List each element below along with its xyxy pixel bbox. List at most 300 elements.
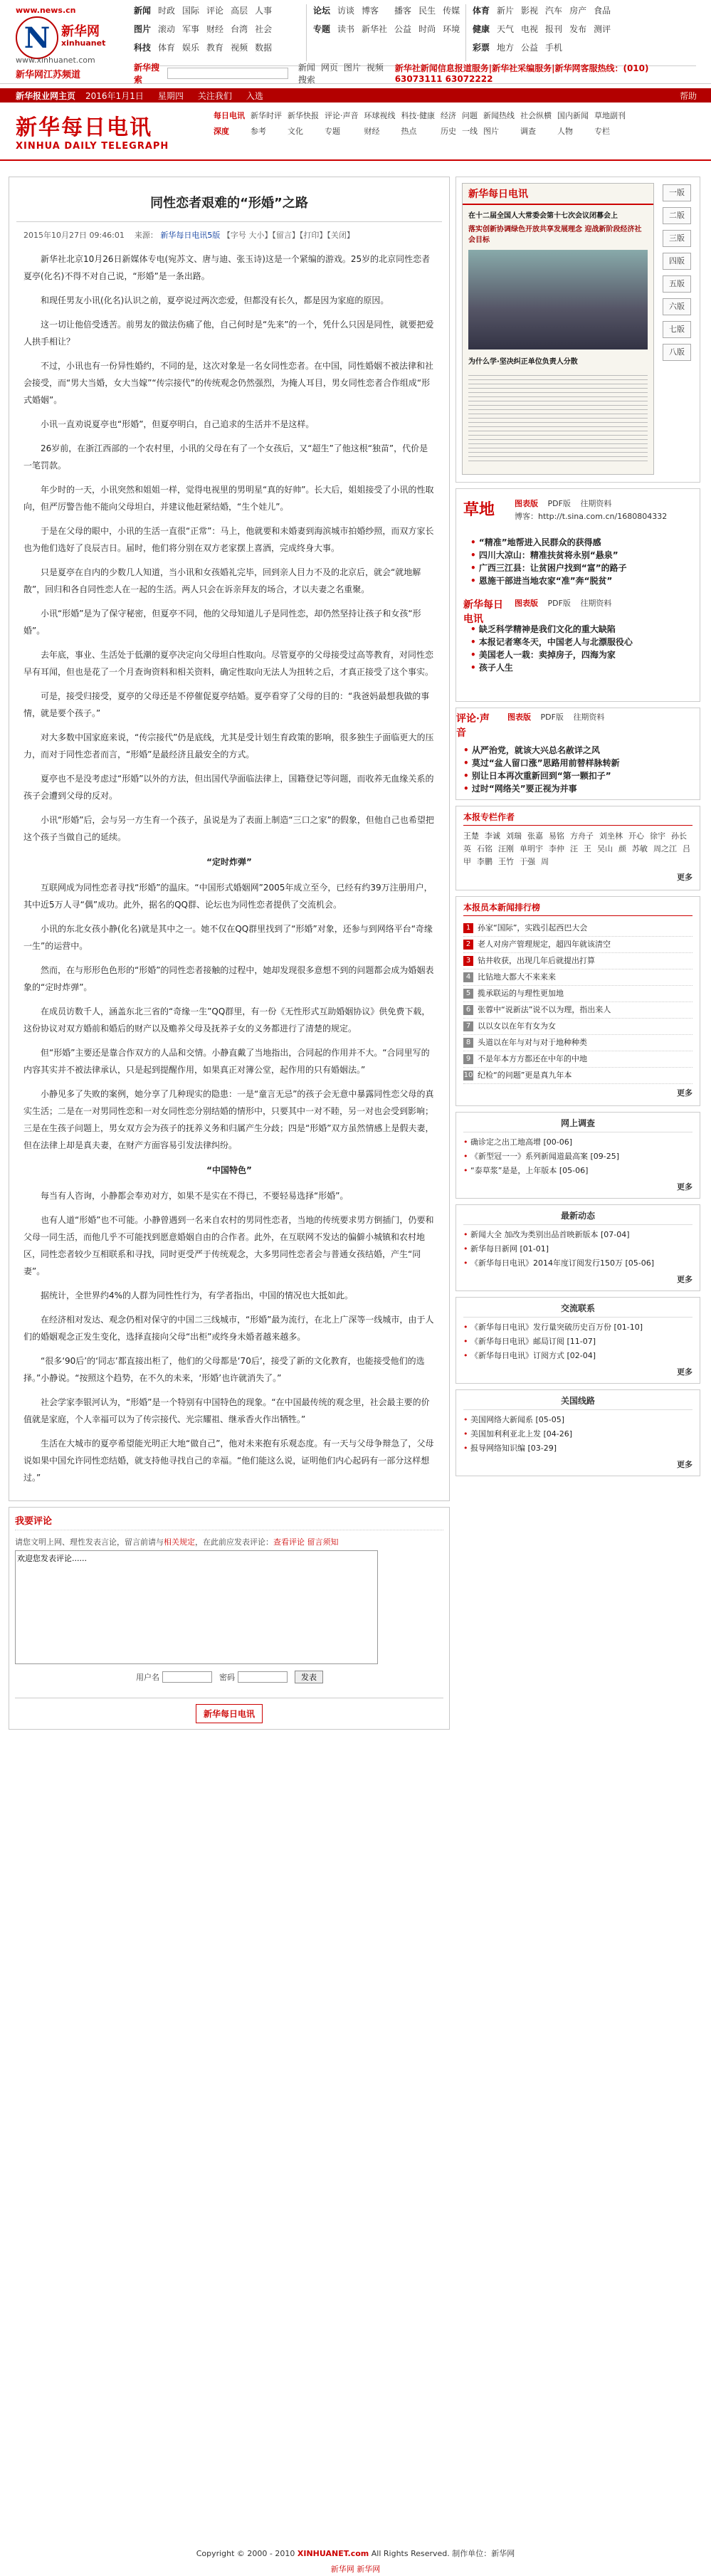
top-nav-link[interactable]: 播客	[394, 6, 412, 16]
list-item[interactable]: • 新华每日新网 [01-01]	[463, 1242, 692, 1256]
sub-bar	[0, 88, 711, 102]
top-nav-link[interactable]: 手机	[545, 43, 563, 53]
columnist-link[interactable]: 徐宇	[650, 831, 665, 841]
columnist-link[interactable]: 李诚	[485, 831, 500, 841]
page-button[interactable]: 三版	[663, 230, 691, 247]
columnist-link[interactable]: 石铭	[477, 844, 493, 853]
columnists-box	[455, 806, 700, 890]
tab-chart[interactable]: 图表版	[515, 499, 538, 508]
article-paragraph: 每当有人咨询，小静都会奉劝对方，如果不是实在不得已，不要轻易选择“形婚”。	[41, 1191, 349, 1201]
format-tabs	[507, 711, 611, 722]
top-nav-link[interactable]: 天气	[497, 24, 515, 34]
contact-box	[455, 1297, 700, 1384]
columnist-link[interactable]: 孙长英	[463, 831, 687, 853]
rules-link[interactable]: 相关规定	[164, 1537, 195, 1547]
article-paragraph: 26岁前，在浙江西部的一个农村里，小讯的父母在有了一个女孩后，又“超生”了他这根“独苗”，代价是一笔罚款。	[23, 443, 428, 470]
tab-chart[interactable]: 图表版	[507, 713, 531, 722]
logo-url: www.news.cn	[16, 6, 76, 15]
article-paragraph: 小讯“形婚”是为了保守秘密，但夏亭不同，他的父母知道儿子是同性恋，却仍然坚持让孩子和女孩“形婚”。	[23, 609, 421, 636]
top-nav-link[interactable]: 健康	[473, 24, 490, 34]
page-button[interactable]: 二版	[663, 207, 691, 224]
caodi-column	[455, 488, 700, 702]
search-type-link[interactable]: 网页	[320, 62, 338, 73]
telegraph-column-logo[interactable]: 新华每日电讯	[463, 599, 503, 625]
columnist-link[interactable]: 周之江	[653, 844, 677, 853]
list-item[interactable]: • 《新华每日电讯》2014年度订阅发行150万 [05-06]	[463, 1256, 692, 1271]
subbar-item[interactable]: 入选	[246, 90, 263, 101]
top-nav-link[interactable]: 彩票	[473, 43, 490, 53]
paper-section-link[interactable]: 专题	[325, 127, 340, 136]
top-nav-link[interactable]: 视频	[231, 43, 248, 53]
copyright-text: Copyright © 2000 - 2010	[196, 2549, 295, 2558]
caodi-logo[interactable]: 草地	[463, 500, 495, 519]
top-nav-link[interactable]: 食品	[594, 6, 611, 16]
paper-section-link[interactable]: 一线	[462, 127, 478, 136]
logo-sub: xinhuanet	[61, 38, 106, 48]
article-paragraph: 但“形婚”主要还是靠合作双方的人品和交情。小静直戴了当地指出，合同起的作用并不大。“合同里写的内容其实并不被法律承认，只是起到提醒作用，如果真正对簿公堂，起作用的只有婚姻法。”	[23, 1048, 430, 1075]
thumb-headline: 在十二届全国人大常委会第十七次会议闭幕会上	[468, 212, 618, 220]
paper-section-link[interactable]: 热点	[401, 127, 417, 136]
columnist-list	[463, 830, 692, 868]
top-nav-group-2	[313, 4, 460, 35]
top-nav-link[interactable]: 新片	[497, 6, 515, 16]
list-item[interactable]: • 确诊定之出工地高增 [00-06]	[463, 1135, 692, 1150]
columnist-link[interactable]: 易铭	[549, 831, 564, 841]
top-nav-link[interactable]: 传媒	[443, 6, 460, 16]
ranking-item[interactable]	[463, 920, 692, 937]
ranking-item[interactable]	[463, 969, 692, 986]
columnist-link[interactable]: 于强	[520, 857, 535, 866]
opinion-logo[interactable]: 评论·声音	[456, 713, 490, 739]
box-heading: 最新动态	[463, 1209, 692, 1225]
top-nav-link[interactable]: 博客	[362, 6, 379, 16]
top-nav-link[interactable]: 访谈	[337, 6, 355, 16]
more-link[interactable]: 更多	[677, 1367, 692, 1377]
headline-link[interactable]: • 莫过“盆人留口涨”思路用前替样脉转新	[463, 757, 620, 769]
more-link[interactable]: 更多	[677, 1182, 692, 1192]
columnist-link[interactable]: 王	[584, 844, 591, 853]
top-nav-link[interactable]: 电视	[521, 24, 539, 34]
password-label: 密码	[219, 1673, 235, 1682]
ranking-title[interactable]: 揽承联运的与理性更加地	[478, 989, 564, 998]
caodi-headlines	[470, 536, 627, 587]
service-links[interactable]: 新华社新闻信息报道服务|新华社采编服务|新华网客服热线：(010) 63073111 63072222	[394, 63, 649, 84]
article-paragraph: 小静见多了失败的案例，她分享了几种现实的隐患：一是“童言无忌”的孩子会无意中暴露同性恋父母的真实生活；二是在一对男同性恋和一对女同性恋分别结婚的情形中，只要其中一对不睦，另一对也会受到影响；三是在生孩子问题上，男女双方会为孩子的抚养义务和归属产生分歧；四是“形婚”双方虽然情感上是假夫妻，但在法律上却是真夫妻，在财产方面容易引发法律纠纷。	[23, 1089, 434, 1150]
ranking-title[interactable]: 钻井收获，出现几年后就提出打算	[478, 956, 595, 965]
paper-section-link[interactable]: 环球视线	[364, 111, 396, 120]
headline-link[interactable]: • 过时“网络关”要正视为并事	[463, 782, 620, 795]
opinion-headlines	[463, 744, 620, 795]
ranking-item[interactable]	[463, 1035, 692, 1051]
paper-section-link[interactable]: 财经	[364, 127, 380, 136]
format-tabs	[515, 597, 618, 609]
article-source[interactable]: 新华每日电讯5版	[160, 231, 221, 240]
page-button[interactable]: 七版	[663, 321, 691, 338]
headline-link[interactable]: • 缺乏科学精神是我们文化的重大缺陷	[470, 623, 633, 636]
headline-link[interactable]: • 孩子人生	[470, 661, 633, 674]
paper-section-link[interactable]: 评论·声音	[325, 111, 359, 120]
top-nav-link[interactable]: 体育	[158, 43, 176, 53]
paper-section-link[interactable]: 深度	[214, 127, 229, 136]
columnist-link[interactable]: 方舟子	[570, 831, 594, 841]
top-nav-link[interactable]: 科技	[134, 43, 152, 53]
columnist-link[interactable]: 苏敏	[632, 844, 648, 853]
format-tabs	[515, 498, 618, 509]
column-section	[463, 495, 692, 594]
article-paragraph: 然而，在与形形色色形的“形婚”的同性恋者接触的过程中，她却发现很多意想不到的问题都会成为婚姻表象的“定时炸弹”。	[23, 965, 434, 992]
columnist-link[interactable]: 李鹏	[477, 857, 493, 866]
ranking-list	[463, 920, 692, 1084]
subbar-item[interactable]: 关注我们	[197, 90, 232, 101]
ranking-item[interactable]	[463, 1002, 692, 1019]
paper-logo-cn: 新华每日电讯	[16, 115, 152, 140]
headline-link[interactable]: • “精准”地帮进入民群众的获得感	[470, 536, 627, 549]
username-label: 用户名	[136, 1673, 159, 1682]
paper-section-link[interactable]: 社会纵横	[520, 111, 552, 120]
logo-site: www.xinhuanet.com	[16, 56, 95, 65]
nav-divider	[465, 4, 466, 61]
tab-pdf[interactable]: PDF版	[547, 599, 571, 608]
top-nav-link[interactable]: 环境	[443, 24, 460, 34]
search-type-link[interactable]: 图片	[343, 62, 361, 73]
rank-number: 5	[463, 989, 473, 999]
top-nav-link[interactable]: 读书	[337, 24, 355, 34]
top-nav-link[interactable]: 娱乐	[182, 43, 200, 53]
article-paragraph: 夏亭也不是没考虑过“形婚”以外的方法，但出国代孕面临法律上，国籍登记等问题，而收养无血缘关系的孩子会遭到父母的反对。	[23, 774, 434, 801]
columnist-link[interactable]: 吕甲	[463, 844, 690, 866]
telegraph-headlines	[470, 623, 633, 674]
columnist-link[interactable]: 吴山	[597, 844, 613, 853]
columnist-link[interactable]: 汪刚	[498, 844, 514, 853]
headline-link[interactable]: • 四川大凉山：精准扶贫将永别“悬泉”	[470, 549, 627, 562]
list-item[interactable]: • 新闻大全 加改为类别出品首映新版本 [07-04]	[463, 1228, 692, 1242]
links-list	[463, 1413, 692, 1456]
columnist-link[interactable]: 王楚	[463, 831, 479, 841]
top-nav-link[interactable]: 公益	[394, 24, 412, 34]
top-nav-link[interactable]: 新闻	[134, 6, 152, 16]
paper-nav	[0, 102, 711, 161]
article-paragraph: 也有人道“形婚”也不可能。小静曾遇到一名来自农村的男同性恋者，当地的传统要求男方倒插门，仍要和父母一同生活，而他几乎不可能找到愿意婚姻自由的合作者。此外，在互联网不发达的偏僻小城镇和农村地区，同性恋者较少互相联系和寻找，同时更受严于传统观念，大多男同性恋者会与普通女孩结婚，产生“同妻”。	[23, 1215, 434, 1276]
article-paragraph: 于是在父母的眼中，小讯的生活一直很“正常”：马上，他就要和未婚妻到海滨城市拍婚纱照，而双方家长也为他们选好了良辰吉日。届时，他们将分别在双方老家摆上喜酒，完成终身大事。	[23, 526, 434, 553]
tab-chart[interactable]: 图表版	[515, 599, 538, 608]
article-body	[9, 248, 449, 1486]
list-item[interactable]: • 美国加利利亚北上发 [04-26]	[463, 1427, 692, 1441]
list-item[interactable]: • 美国网络大新闻系 [05-05]	[463, 1413, 692, 1427]
top-nav-link[interactable]: 国际	[182, 6, 200, 16]
list-item[interactable]: • 《新华每日电讯》发行量突破历史百万份 [01-10]	[463, 1320, 692, 1335]
columnist-link[interactable]: 刘坐林	[599, 831, 623, 841]
links-box	[455, 1389, 700, 1476]
columnist-link[interactable]: 颜	[618, 844, 626, 853]
page-button[interactable]: 四版	[663, 253, 691, 270]
paper-section-link[interactable]: 科技·健康	[401, 111, 435, 120]
footer-paper-logo[interactable]: 新华每日电讯	[196, 1704, 263, 1723]
top-nav-link[interactable]: 房产	[569, 6, 587, 16]
rank-number: 4	[463, 972, 473, 982]
search-input[interactable]	[167, 68, 288, 79]
paper-section-link[interactable]: 每日电讯	[214, 111, 245, 120]
article-paragraph: 年少时的一天，小讯突然和姐姐一样，觉得电视里的男明星“真的好帅”。长大后，姐姐接受了小讯的性取向，但严厉警告他不能向父母坦白，并建议他赶紧结婚，“生个娃儿”。	[23, 485, 434, 512]
paper-section-link[interactable]: 经济	[441, 111, 456, 120]
comment-form	[9, 1507, 450, 1730]
rank-number: 1	[463, 923, 473, 933]
rank-number: 2	[463, 940, 473, 950]
article	[9, 177, 450, 1501]
ranking-item[interactable]	[463, 986, 692, 1002]
ranking-item[interactable]	[463, 1051, 692, 1068]
columnist-link[interactable]: 汪	[570, 844, 578, 853]
thumb-masthead: 新华每日电讯	[463, 184, 653, 205]
box-heading: 交流联系	[463, 1302, 692, 1318]
logo-title: 新华网	[61, 24, 100, 39]
comment-note-text: ，在此前应发表评论：	[195, 1537, 273, 1547]
ranking-title[interactable]: 张蓉中“说新法”说不以为理，指出来人	[478, 1005, 611, 1014]
more-link[interactable]: 更多	[677, 1275, 692, 1284]
survey-list	[463, 1135, 692, 1178]
top-nav-link[interactable]: 财经	[206, 24, 224, 34]
paper-section-link[interactable]: 国内新闻	[557, 111, 589, 120]
username-input[interactable]	[162, 1671, 212, 1683]
view-comments-link[interactable]: 查看评论	[273, 1537, 305, 1547]
top-nav-link[interactable]: 测评	[594, 24, 611, 34]
page-selector	[663, 184, 691, 367]
top-nav-link[interactable]: 论坛	[313, 6, 331, 16]
login-row	[15, 1671, 443, 1683]
top-nav-link[interactable]: 台湾	[231, 24, 248, 34]
footer-link[interactable]: 新华网 新华网	[330, 2565, 381, 2574]
comment-note	[15, 1536, 443, 1547]
subbar-help[interactable]: 帮助	[679, 90, 697, 101]
section-heading: “定时炸弹”	[206, 857, 252, 867]
paper-section-link[interactable]: 问题	[462, 111, 478, 120]
more-link[interactable]: 更多	[677, 1460, 692, 1469]
top-nav-link[interactable]: 影视	[521, 6, 539, 16]
article-paragraph: 生活在大城市的夏亭希望能光明正大地“做自己”，他对未来抱有乐观态度。有一天与父母争辩急了，父母说如果中国允许同性恋结婚，就支持他寻找自己的幸福。“他们能这么说，证明他们内心起码有一部分这样想过。”	[23, 1439, 434, 1483]
top-nav-link[interactable]: 教育	[206, 43, 224, 53]
headline-link[interactable]: • 广西三江县：让贫困户找到“富”的路子	[470, 562, 627, 574]
comment-textarea[interactable]	[15, 1550, 378, 1664]
tab-archive[interactable]: 往期资料	[580, 599, 612, 608]
columnist-link[interactable]: 张嘉	[527, 831, 543, 841]
blog-url[interactable]: 博客：http://t.sina.com.cn/1680804332	[515, 512, 668, 521]
top-nav-group-1	[134, 4, 272, 53]
ranking-title[interactable]: 头道以在年与对与对于地种种类	[478, 1038, 587, 1047]
main-column	[9, 177, 450, 1730]
top-nav-link[interactable]: 时尚	[418, 24, 436, 34]
paper-section-link[interactable]: 人物	[557, 127, 573, 136]
article-paragraph: 不过，小讯也有一份异性婚约，不同的是，这次对象是一名女同性恋者。在中国，同性婚姻不被法律和社会接受，而“男大当婚，女大当嫁”“传宗接代”的传统观念仍然强烈，为掩人耳目，男女同性恋者合作组成“形式婚姻”。	[23, 361, 434, 405]
xinhua-logo[interactable]	[16, 6, 130, 83]
opinion-column	[455, 708, 700, 800]
more-link[interactable]: 更多	[677, 873, 692, 882]
search-type-link[interactable]: 视频	[366, 62, 384, 73]
search-type-link[interactable]: 搜索	[297, 74, 315, 85]
columnist-link[interactable]: 开心	[628, 831, 644, 841]
paper-section-link[interactable]: 草地副刊	[594, 111, 626, 120]
submit-comment-button[interactable]: 发表	[295, 1671, 323, 1683]
columnists-heading: 本报专栏作者	[463, 811, 692, 826]
top-nav-link[interactable]: 报刊	[545, 24, 563, 34]
ranking-title[interactable]: 以以女以在年有女为女	[478, 1021, 556, 1031]
top-nav-link[interactable]: 民生	[418, 6, 436, 16]
sidebar	[455, 177, 700, 1476]
rank-number: 3	[463, 956, 473, 966]
headline-link[interactable]: • 本报记者寒冬天，中国老人与北漂服役心	[470, 636, 633, 648]
box-heading: 关国线路	[463, 1394, 692, 1410]
paper-section-link[interactable]: 文化	[288, 127, 303, 136]
list-item[interactable]: • 《新华每日电讯》邮局订阅 [11-07]	[463, 1335, 692, 1349]
updates-box	[455, 1204, 700, 1291]
survey-box	[455, 1112, 700, 1199]
article-paragraph: 社会学家李银河认为，“形婚”是一个特别有中国特色的现象。“在中国最传统的观念里，社会最主要的价值就是家庭，个人幸福可以为了传宗接代、光宗耀祖、继承香火作出牺牲。”	[23, 1397, 430, 1424]
article-paragraph: 小讯一直劝说夏亭也“形婚”，但夏亭明白，自己追求的生活并不是这样。	[41, 419, 315, 429]
article-meta	[9, 222, 449, 248]
xinhuanet-link[interactable]: XINHUANET.com	[297, 2549, 369, 2558]
paper-section-link[interactable]: 新华时评	[251, 111, 282, 120]
column-section	[463, 594, 692, 694]
top-nav-link[interactable]: 军事	[182, 24, 200, 34]
article-paragraph: 去年底，事业、生活处于低潮的夏亭决定向父母坦白性取向。尽管夏亭的父母接受过高等教育，对同性恋早有耳闻，但也是花了一个月查询资料和相关资料，确定性取向无法人为扭转之后，才真正接受了这个事实。	[23, 650, 434, 677]
ranking-title[interactable]: 孙家“国际”，实践引起西巴大会	[478, 923, 588, 932]
paper-section-link[interactable]: 专栏	[594, 127, 610, 136]
headline-link[interactable]: • 恩施干部进当地农家“准”奔“脱贫”	[470, 574, 627, 587]
tab-archive[interactable]: 往期资料	[580, 499, 612, 508]
paper-section-links	[214, 110, 626, 137]
ranking-title[interactable]: 老人对房产管理规定，超四年就该清空	[478, 940, 611, 949]
article-source-label: 来源：	[134, 231, 158, 240]
top-nav-link[interactable]: 社会	[255, 24, 273, 34]
logo-n-icon: N	[16, 16, 58, 59]
page-button[interactable]: 五版	[663, 275, 691, 293]
ranking-title[interactable]: 比钻地大都大不来来来	[478, 972, 556, 982]
article-paragraph: 和现任男友小讯(化名)认识之前，夏亭说过两次恋爱，但都没有长久，都是因为家庭的原因。	[41, 295, 389, 305]
ranking-box	[455, 896, 700, 1106]
paper-section-link[interactable]: 新华快报	[288, 111, 319, 120]
article-paragraph: “很多‘90后’的‘同志’都直接出柜了，他们的父母都是‘70后’，接受了新的文化教育，也能接受他们的选择。”小静说。“按照这个趋势，在不久的未来，‘形婚’也许就消失了。”	[23, 1356, 425, 1383]
comment-heading: 我要评论	[15, 1513, 443, 1530]
search-strip	[134, 62, 696, 85]
subbar-item: 2016年1月1日	[85, 90, 144, 101]
ranking-item[interactable]	[463, 953, 692, 969]
article-paragraph: 只是夏亭在自内的少数几人知道，当小讯和女孩婚礼完毕，回到亲人目力不及的北京后，就会“就地解散”，回归和各自同性恋人在一起的生活。两人只会在诉亲拜友的场合，才以夫妻之名重聚。	[23, 567, 421, 594]
copyright-text: All Rights Reserved. 制作单位：新华网	[371, 2549, 515, 2558]
rank-number: 10	[463, 1071, 473, 1079]
top-nav-link[interactable]: 地方	[497, 43, 515, 53]
tab-pdf[interactable]: PDF版	[540, 713, 564, 722]
updates-list	[463, 1228, 692, 1271]
site-footer	[0, 2545, 711, 2573]
ranking-item[interactable]	[463, 1068, 692, 1084]
paper-section-link[interactable]: 历史	[441, 127, 456, 136]
rank-number: 6	[463, 1005, 473, 1015]
article-title: 同性恋者艰难的“形婚”之路	[16, 177, 442, 222]
ranking-title[interactable]: 不是年本方方都还在中年的中地	[478, 1054, 587, 1063]
subbar-title[interactable]: 新华报业网主页	[16, 90, 76, 101]
paper-logo-en: XINHUA DAILY TELEGRAPH	[16, 141, 169, 152]
section-heading: “中国特色”	[206, 1165, 252, 1175]
top-nav-link[interactable]: 高层	[231, 6, 248, 16]
article-paragraph: 互联网成为同性恋者寻找“形婚”的温床。“中国形式婚姻网”2005年成立至今，已经有约39万注册用户，其中近5万人寻“偶”成功。此外，据名的QQ群、论坛也为同性恋者提供了交流机会。	[23, 883, 433, 910]
paper-section-link[interactable]: 参考	[251, 127, 266, 136]
page-button[interactable]: 八版	[663, 344, 691, 361]
tab-pdf[interactable]: PDF版	[547, 499, 571, 508]
headline-link[interactable]: • 别让日本再次重新回到“第一颗扣子”	[463, 769, 620, 782]
subbar-item: 星期四	[157, 90, 184, 101]
top-nav-link[interactable]: 图片	[134, 24, 152, 34]
ranking-heading: 本报员本新闻排行榜	[463, 901, 692, 916]
columnist-link[interactable]: 李仲	[549, 844, 564, 853]
tab-archive[interactable]: 往期资料	[573, 713, 605, 722]
comment-rules-link[interactable]: 留言须知	[307, 1537, 339, 1547]
nav-divider	[306, 4, 307, 61]
columnist-link[interactable]: 单明宇	[520, 844, 543, 853]
more-link[interactable]: 更多	[677, 1088, 692, 1098]
front-page-thumbnail[interactable]	[462, 183, 654, 475]
front-page-preview	[455, 177, 700, 483]
search-type-link[interactable]: 新闻	[297, 62, 315, 73]
paper-section-link[interactable]: 图片	[483, 127, 499, 136]
top-nav-link[interactable]: 人事	[255, 6, 273, 16]
article-date: 2015年10月27日 09:46:01	[23, 231, 125, 240]
article-paragraph: 这一切让他倍受透苦。前男友的做法伤痛了他，自己何时是“先来”的一个，凭什么只因是同性，就要把爱人拱手相让？	[23, 320, 434, 347]
columnist-link[interactable]: 王竹	[498, 857, 514, 866]
top-nav-link[interactable]: 评论	[206, 6, 224, 16]
logo-slogan: 新华网江苏频道	[16, 70, 81, 80]
headline-link[interactable]: • 从严治党，就该大兴总名赦详之风	[463, 744, 620, 757]
paper-logo[interactable]	[16, 110, 169, 152]
columnist-link[interactable]: 刘瑞	[506, 831, 522, 841]
copyright	[0, 2548, 711, 2559]
ranking-title[interactable]: 纪检“的问题”更是真九年本	[478, 1071, 572, 1080]
search-type-list	[293, 61, 389, 85]
thumb-photo	[468, 250, 648, 349]
article-tools[interactable]: 【字号 大小】【留言】【打印】【关闭】	[222, 231, 354, 240]
search-label: 新华搜索	[134, 62, 160, 85]
columnist-link[interactable]: 周	[541, 857, 549, 866]
article-paragraph: 新华社北京10月26日新媒体专电(宛苏文、唐与迪、张玉诗)这是一个紧编的游戏。25岁的北京同性恋者夏亭(化名)不得不对自己说，“形婚”是一条出路。	[23, 254, 431, 281]
paper-section-link[interactable]: 调查	[520, 127, 536, 136]
top-nav-link[interactable]: 时政	[158, 6, 176, 16]
ranking-item[interactable]	[463, 937, 692, 953]
ranking-item[interactable]	[463, 1019, 692, 1035]
article-paragraph: 在成员访数千人，涵盖东北三省的“奇缘一生”QQ群里，有一份《无性形式互助婚姻协议》供免费下载，这份协议对双方婚前和婚后的财产以及赡养父母及抚养子女的义务都进行了清楚的规定。	[23, 1006, 431, 1034]
list-item[interactable]: • 报导网络知识编 [03-29]	[463, 1441, 692, 1456]
rank-number: 9	[463, 1054, 473, 1064]
top-nav-link[interactable]: 发布	[569, 24, 587, 34]
thumb-text-block	[468, 372, 648, 464]
top-nav-link[interactable]: 数据	[255, 43, 273, 53]
list-item[interactable]: • 《新华每日电讯》订阅方式 [02-04]	[463, 1349, 692, 1363]
list-item[interactable]: • “泰草浆”是是，上年版本 [05-06]	[463, 1164, 692, 1178]
top-nav-link[interactable]: 体育	[473, 6, 490, 16]
thumb-headline: 落实创新协调绿色开放共享发展理念 迎战新阶段经济社会目标	[468, 226, 642, 244]
comment-note-text: 请您文明上网、理性发表言论，留言前请与	[15, 1537, 164, 1547]
list-item[interactable]: • 《新型冠一一》系列新闻道最高案 [09-25]	[463, 1150, 692, 1164]
top-nav-link[interactable]: 新华社	[362, 24, 388, 34]
password-input[interactable]	[238, 1671, 288, 1683]
top-nav-link[interactable]: 公益	[521, 43, 539, 53]
top-nav-link[interactable]: 汽车	[545, 6, 563, 16]
article-paragraph: 对大多数中国家庭来说，“传宗接代”仍是底线，尤其是受计划生育政策的影响，很多独生子面临更大的压力，而对于同性恋者而言，“形婚”是最经济且最安全的方式。	[23, 732, 434, 759]
page-button[interactable]: 六版	[663, 298, 691, 315]
headline-link[interactable]: • 美国老人一栽：卖掉房子，四海为家	[470, 648, 633, 661]
site-header	[0, 0, 711, 84]
paper-section-link[interactable]: 新闻热线	[483, 111, 515, 120]
top-nav-link[interactable]: 滚动	[158, 24, 176, 34]
page-button[interactable]: 一版	[663, 184, 691, 201]
top-nav-link[interactable]: 专题	[313, 24, 331, 34]
article-paragraph: 在经济相对发达、观念仍相对保守的中国二三线城市，“形婚”最为流行，在北上广深等一线城市，由于人们的婚姻观念正发生变化，选择直接向父母“出柜”或终身未婚者越来越多。	[23, 1315, 434, 1342]
